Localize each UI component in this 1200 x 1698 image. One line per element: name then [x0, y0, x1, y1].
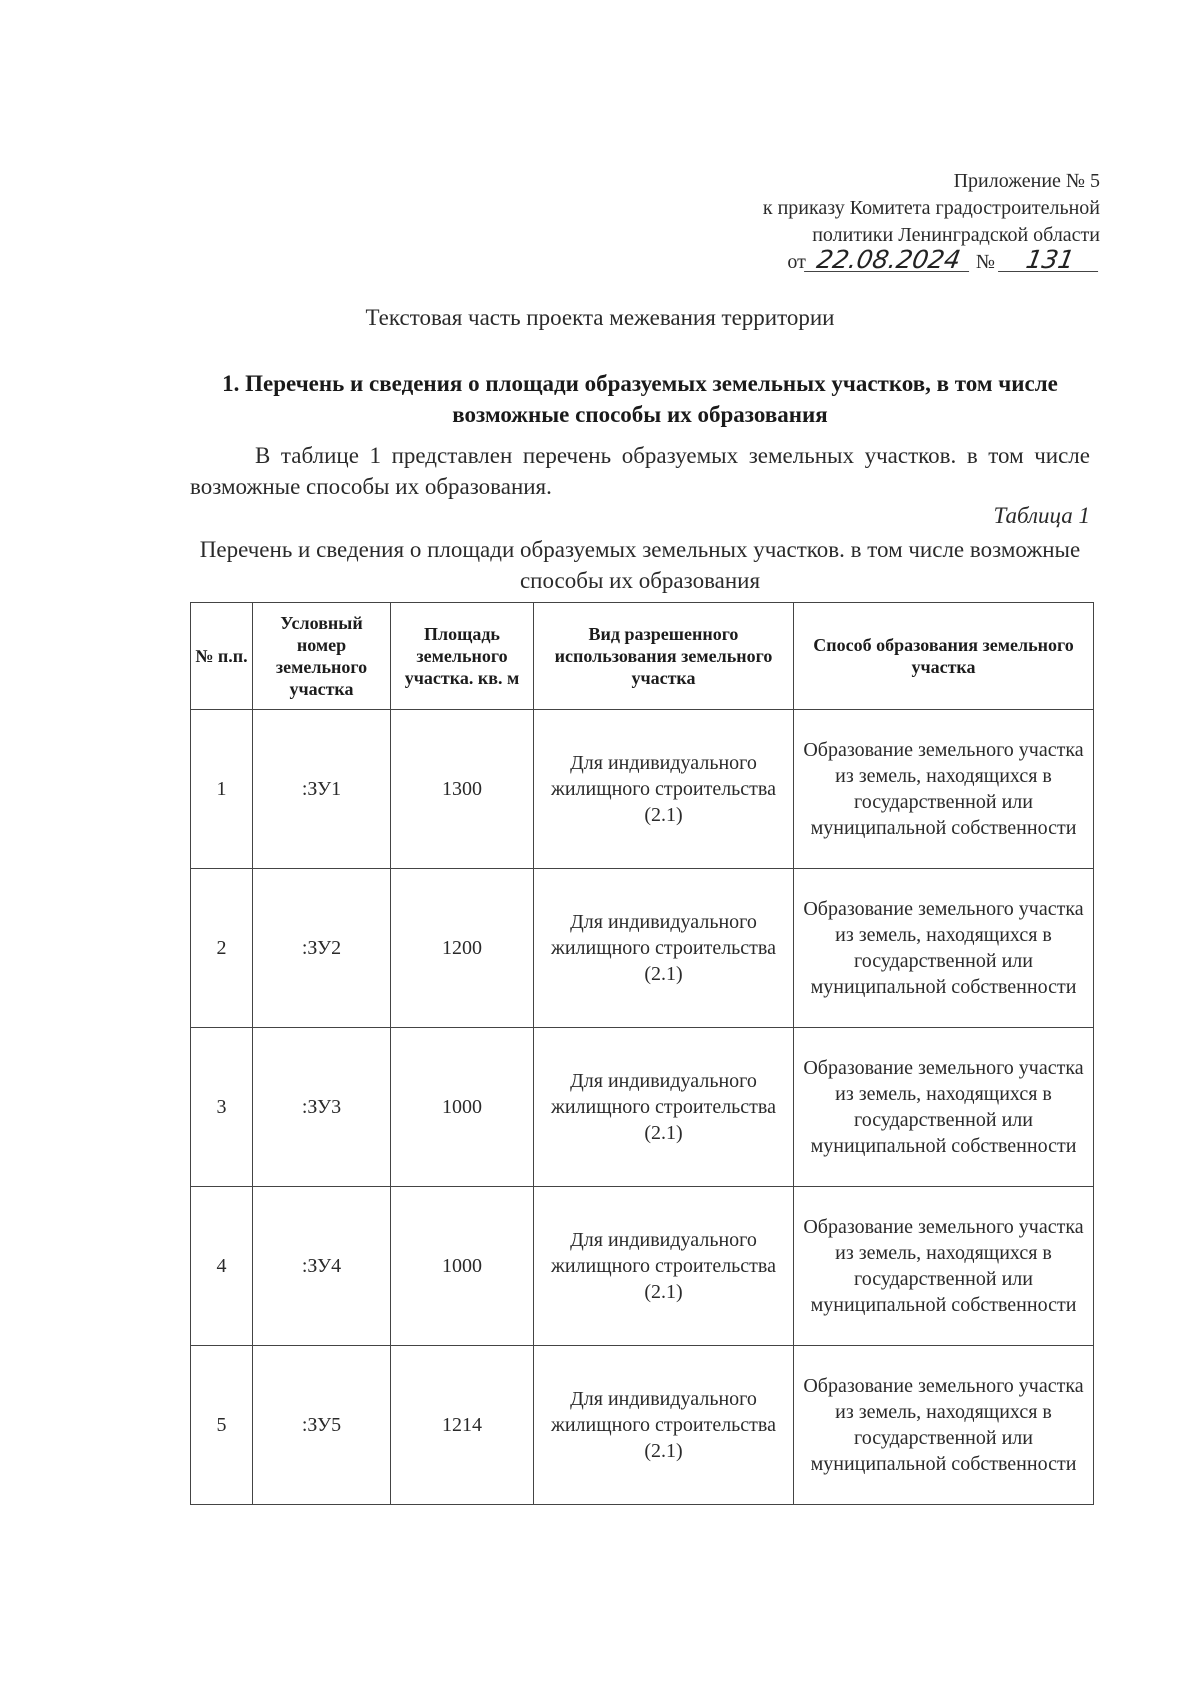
cell-method: Образование земельного участка из земель, находящихся в государственной или муниципальной собственности: [794, 1187, 1094, 1346]
cell-area: 1214: [391, 1346, 534, 1505]
table-label: Таблица 1: [993, 503, 1090, 528]
table-row: [191, 869, 1094, 1028]
appendix-order: к приказу Комитета градостроительной: [762, 197, 1100, 219]
section-title: 1. Перечень и сведения о площади образуемых земельных участков, в том числе возможные способы их образования: [222, 371, 1058, 427]
appendix-committee: политики Ленинградской области: [812, 224, 1100, 246]
appendix-number: Приложение № 5: [953, 170, 1100, 192]
cell-method: Образование земельного участка из земель, находящихся в государственной или муниципальной собственности: [794, 1346, 1094, 1505]
number-label: №: [975, 251, 995, 273]
table-row: [191, 1028, 1094, 1187]
cell-num: 3: [191, 1028, 253, 1187]
cell-method: Образование земельного участка из земель, находящихся в государственной или муниципальной собственности: [794, 710, 1094, 869]
header-use: Вид разрешенного использования земельного участка: [534, 603, 794, 710]
cell-method: Образование земельного участка из земель, находящихся в государственной или муниципальной собственности: [794, 869, 1094, 1028]
cell-use: Для индивидуального жилищного строительства (2.1): [534, 710, 794, 869]
cell-plot-id: :ЗУ2: [253, 869, 391, 1028]
cell-use: Для индивидуального жилищного строительства (2.1): [534, 1346, 794, 1505]
intro-paragraph: В таблице 1 представлен перечень образуемых земельных участков. в том числе возможные способы их образования.: [190, 443, 1090, 499]
handwritten-number: 131: [998, 249, 1102, 272]
cell-use: Для индивидуального жилищного строительства (2.1): [534, 869, 794, 1028]
table-row: [191, 710, 1094, 869]
cell-area: 1300: [391, 710, 534, 869]
cell-num: 1: [191, 710, 253, 869]
header-plot-id: Условный номер земельного участка: [253, 603, 391, 710]
cell-plot-id: :ЗУ3: [253, 1028, 391, 1187]
cell-plot-id: :ЗУ4: [253, 1187, 391, 1346]
cell-area: 1200: [391, 869, 534, 1028]
table-row: [191, 1187, 1094, 1346]
appendix-date-line: [540, 245, 1100, 276]
cell-area: 1000: [391, 1028, 534, 1187]
land-plots-table: [190, 602, 1094, 1505]
cell-plot-id: :ЗУ1: [253, 710, 391, 869]
table-caption: Перечень и сведения о площади образуемых земельных участков. в том числе возможные способы их образования: [199, 537, 1081, 593]
cell-num: 2: [191, 869, 253, 1028]
cell-use: Для индивидуального жилищного строительства (2.1): [534, 1028, 794, 1187]
from-label: от: [787, 251, 806, 273]
header-area: Площадь земельного участка. кв. м: [391, 603, 534, 710]
appendix-header: [540, 168, 1100, 276]
cell-area: 1000: [391, 1187, 534, 1346]
cell-method: Образование земельного участка из земель, находящихся в государственной или муниципальной собственности: [794, 1028, 1094, 1187]
cell-num: 5: [191, 1346, 253, 1505]
handwritten-date: 22.08.2024: [804, 249, 973, 272]
table-row: [191, 1346, 1094, 1505]
header-num: № п.п.: [191, 603, 253, 710]
cell-num: 4: [191, 1187, 253, 1346]
document-title: Текстовая часть проекта межевания территории: [365, 305, 835, 330]
cell-plot-id: :ЗУ5: [253, 1346, 391, 1505]
cell-use: Для индивидуального жилищного строительства (2.1): [534, 1187, 794, 1346]
header-method: Способ образования земельного участка: [794, 603, 1094, 710]
table-header-row: [191, 603, 1094, 710]
